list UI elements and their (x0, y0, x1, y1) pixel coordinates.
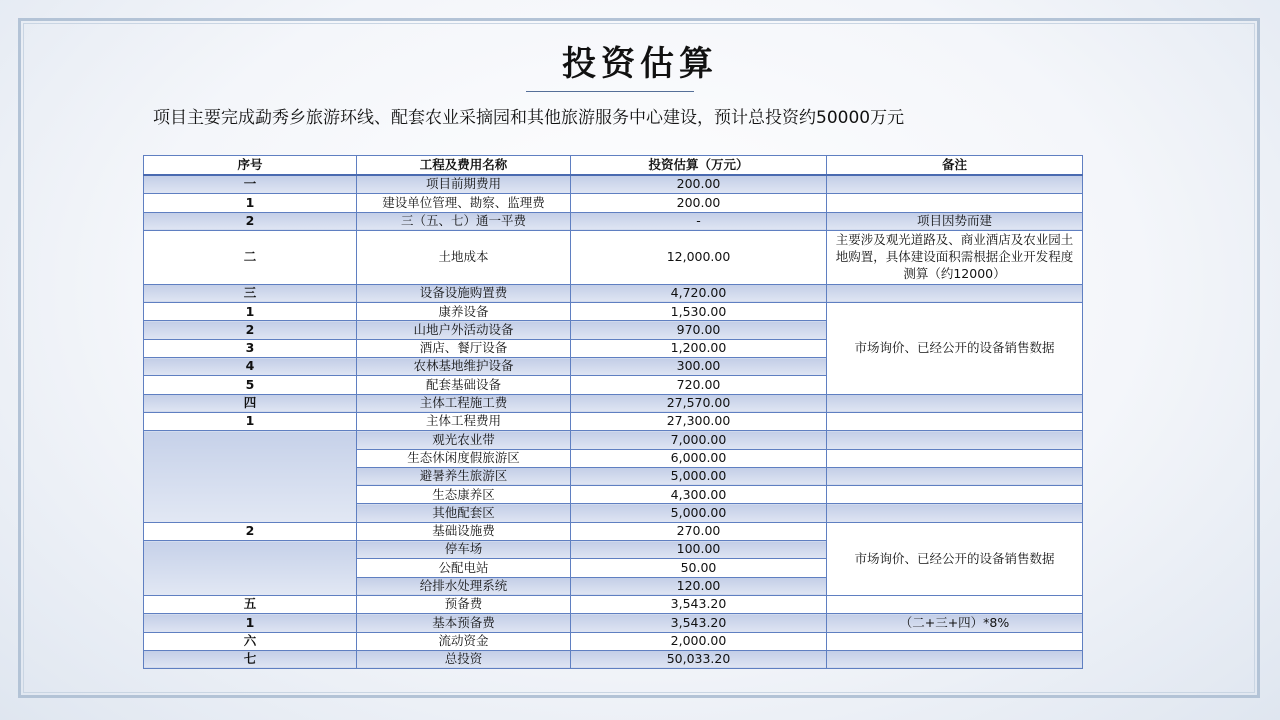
row-note: （二+三+四）*8% (827, 614, 1083, 632)
row-no: 1 (144, 303, 357, 321)
table-row (144, 303, 1083, 321)
table-row (144, 412, 1083, 430)
row-note (827, 595, 1083, 613)
row-amount: 720.00 (571, 376, 827, 394)
row-amount: 200.00 (571, 175, 827, 194)
row-no-merged (144, 431, 357, 522)
row-name: 公配电站 (357, 559, 571, 577)
row-note (827, 431, 1083, 449)
row-amount: 27,570.00 (571, 394, 827, 412)
infrastructure-note: 市场询价、已经公开的设备销售数据 (827, 522, 1083, 595)
row-no: 5 (144, 376, 357, 394)
table-row (144, 522, 1083, 540)
table-row (144, 230, 1083, 284)
row-name: 基本预备费 (357, 614, 571, 632)
row-name: 停车场 (357, 541, 571, 559)
row-note (827, 504, 1083, 522)
row-note: 主要涉及观光道路及、商业酒店及农业园土地购置，具体建设面积需根据企业开发程度测算（约12000） (827, 230, 1083, 284)
row-no: 2 (144, 522, 357, 540)
row-name: 基础设施费 (357, 522, 571, 540)
table-header-row (144, 156, 1083, 176)
row-name: 观光农业带 (357, 431, 571, 449)
row-amount: 970.00 (571, 321, 827, 339)
table-row (144, 595, 1083, 613)
row-name: 主体工程施工费 (357, 394, 571, 412)
page-title: 投资估算 (562, 44, 718, 84)
row-name: 酒店、餐厅设备 (357, 339, 571, 357)
row-no: 1 (144, 194, 357, 212)
row-note (827, 194, 1083, 212)
row-note (827, 394, 1083, 412)
row-name: 山地户外活动设备 (357, 321, 571, 339)
row-amount: 27,300.00 (571, 412, 827, 430)
row-name: 设备设施购置费 (357, 284, 571, 302)
row-note (827, 467, 1083, 485)
row-no: 四 (144, 394, 357, 412)
row-no: 1 (144, 412, 357, 430)
page-subtitle: 项目主要完成勐秀乡旅游环线、配套农业采摘园和其他旅游服务中心建设，预计总投资约50000万元 (153, 108, 905, 128)
row-note (827, 412, 1083, 430)
investment-table (143, 155, 1083, 669)
row-amount: 3,543.20 (571, 595, 827, 613)
row-note (827, 175, 1083, 194)
row-no: 六 (144, 632, 357, 650)
header-amount: 投资估算（万元） (571, 156, 827, 176)
row-amount: 12,000.00 (571, 230, 827, 284)
row-name: 农林基地维护设备 (357, 358, 571, 376)
row-no-merged (144, 541, 357, 596)
table-row (144, 394, 1083, 412)
row-note (827, 650, 1083, 668)
row-name: 流动资金 (357, 632, 571, 650)
table-row (144, 175, 1083, 194)
row-amount: - (571, 212, 827, 230)
table-row (144, 431, 1083, 449)
row-name: 三（五、七）通一平费 (357, 212, 571, 230)
row-name: 预备费 (357, 595, 571, 613)
table-row (144, 650, 1083, 668)
row-no: 2 (144, 321, 357, 339)
row-amount: 50.00 (571, 559, 827, 577)
header-note: 备注 (827, 156, 1083, 176)
row-amount: 120.00 (571, 577, 827, 595)
row-name: 生态休闲度假旅游区 (357, 449, 571, 467)
table-row (144, 632, 1083, 650)
row-name: 生态康养区 (357, 486, 571, 504)
row-amount: 2,000.00 (571, 632, 827, 650)
row-no: 三 (144, 284, 357, 302)
row-note (827, 486, 1083, 504)
row-amount: 100.00 (571, 541, 827, 559)
row-note (827, 449, 1083, 467)
row-name: 给排水处理系统 (357, 577, 571, 595)
row-name: 土地成本 (357, 230, 571, 284)
table-row (144, 614, 1083, 632)
equipment-note: 市场询价、已经公开的设备销售数据 (827, 303, 1083, 394)
row-amount: 1,530.00 (571, 303, 827, 321)
row-amount: 270.00 (571, 522, 827, 540)
row-amount: 1,200.00 (571, 339, 827, 357)
table-row (144, 284, 1083, 302)
row-amount: 5,000.00 (571, 504, 827, 522)
row-no: 1 (144, 614, 357, 632)
row-name: 康养设备 (357, 303, 571, 321)
row-no: 七 (144, 650, 357, 668)
row-amount: 7,000.00 (571, 431, 827, 449)
row-amount: 200.00 (571, 194, 827, 212)
row-note: 项目因势而建 (827, 212, 1083, 230)
row-name: 避暑养生旅游区 (357, 467, 571, 485)
row-amount: 300.00 (571, 358, 827, 376)
header-no: 序号 (144, 156, 357, 176)
row-no: 2 (144, 212, 357, 230)
row-name: 配套基础设备 (357, 376, 571, 394)
title-underline (526, 91, 694, 92)
row-no: 4 (144, 358, 357, 376)
row-no: 3 (144, 339, 357, 357)
row-name: 建设单位管理、勘察、监理费 (357, 194, 571, 212)
row-no: 五 (144, 595, 357, 613)
row-name: 其他配套区 (357, 504, 571, 522)
table-row (144, 194, 1083, 212)
row-name: 总投资 (357, 650, 571, 668)
row-name: 主体工程费用 (357, 412, 571, 430)
row-amount: 4,720.00 (571, 284, 827, 302)
row-note (827, 284, 1083, 302)
row-amount: 5,000.00 (571, 467, 827, 485)
row-amount: 4,300.00 (571, 486, 827, 504)
row-amount: 3,543.20 (571, 614, 827, 632)
row-no: 二 (144, 230, 357, 284)
row-name: 项目前期费用 (357, 175, 571, 194)
row-amount: 50,033.20 (571, 650, 827, 668)
row-no: 一 (144, 175, 357, 194)
row-amount: 6,000.00 (571, 449, 827, 467)
header-name: 工程及费用名称 (357, 156, 571, 176)
row-note (827, 632, 1083, 650)
table-row (144, 212, 1083, 230)
